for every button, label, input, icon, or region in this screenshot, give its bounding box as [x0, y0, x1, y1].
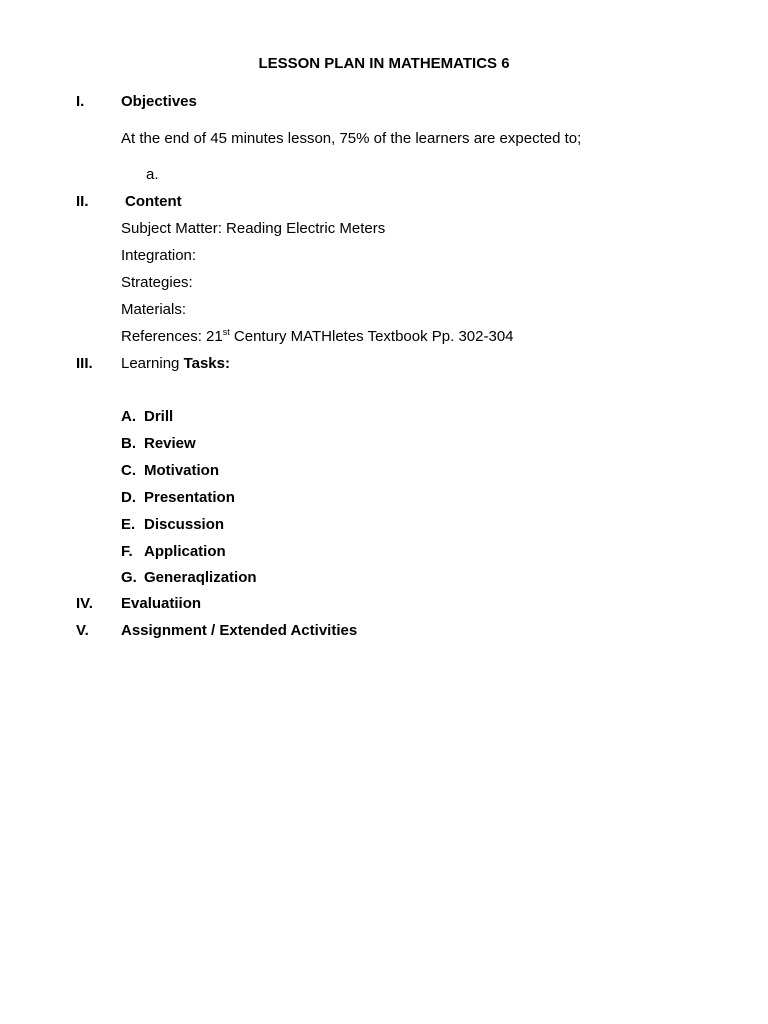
objectives-intro: At the end of 45 minutes lesson, 75% of the learners are expected to;	[121, 130, 582, 147]
section-heading-content: Content	[125, 193, 182, 210]
materials: Materials:	[121, 301, 187, 318]
section-numeral-objectives: I.	[76, 93, 85, 110]
task-label: Application	[144, 543, 226, 560]
task-label: Motivation	[144, 462, 219, 479]
section-numeral-evaluation: IV.	[76, 595, 93, 612]
task-label: Generaqlization	[144, 569, 257, 586]
task-letter: E.	[121, 516, 136, 533]
objective-item-a: a.	[146, 166, 159, 183]
task-letter: F.	[121, 543, 133, 560]
integration: Integration:	[121, 247, 197, 264]
references-superscript: st	[222, 327, 230, 337]
task-letter: G.	[121, 569, 137, 586]
section-heading-objectives: Objectives	[121, 93, 197, 110]
task-letter: C.	[121, 462, 136, 479]
section-numeral-assignment: V.	[76, 622, 89, 639]
references-suffix: Century MATHletes Textbook Pp. 302-304	[229, 328, 514, 345]
task-letter: A.	[121, 408, 136, 425]
learning-tasks-heading-bold: Tasks:	[183, 355, 230, 372]
references-prefix: References: 21	[121, 328, 223, 345]
task-label: Presentation	[144, 489, 235, 506]
task-label: Discussion	[144, 516, 225, 533]
strategies: Strategies:	[121, 274, 193, 291]
section-heading-evaluation: Evaluatiion	[121, 595, 202, 612]
section-numeral-content: II.	[76, 193, 89, 210]
subject-matter: Subject Matter: Reading Electric Meters	[121, 220, 386, 237]
page-title: LESSON PLAN IN MATHEMATICS 6	[258, 55, 510, 72]
references	[121, 328, 514, 346]
learning-tasks-heading-normal: Learning	[121, 355, 184, 372]
section-numeral-learning-tasks: III.	[76, 355, 93, 372]
task-letter: B.	[121, 435, 136, 452]
task-label: Drill	[144, 408, 174, 425]
task-letter: D.	[121, 489, 136, 506]
section-heading-learning-tasks	[121, 355, 230, 373]
task-label: Review	[144, 435, 196, 452]
section-heading-assignment: Assignment / Extended Activities	[121, 622, 358, 639]
